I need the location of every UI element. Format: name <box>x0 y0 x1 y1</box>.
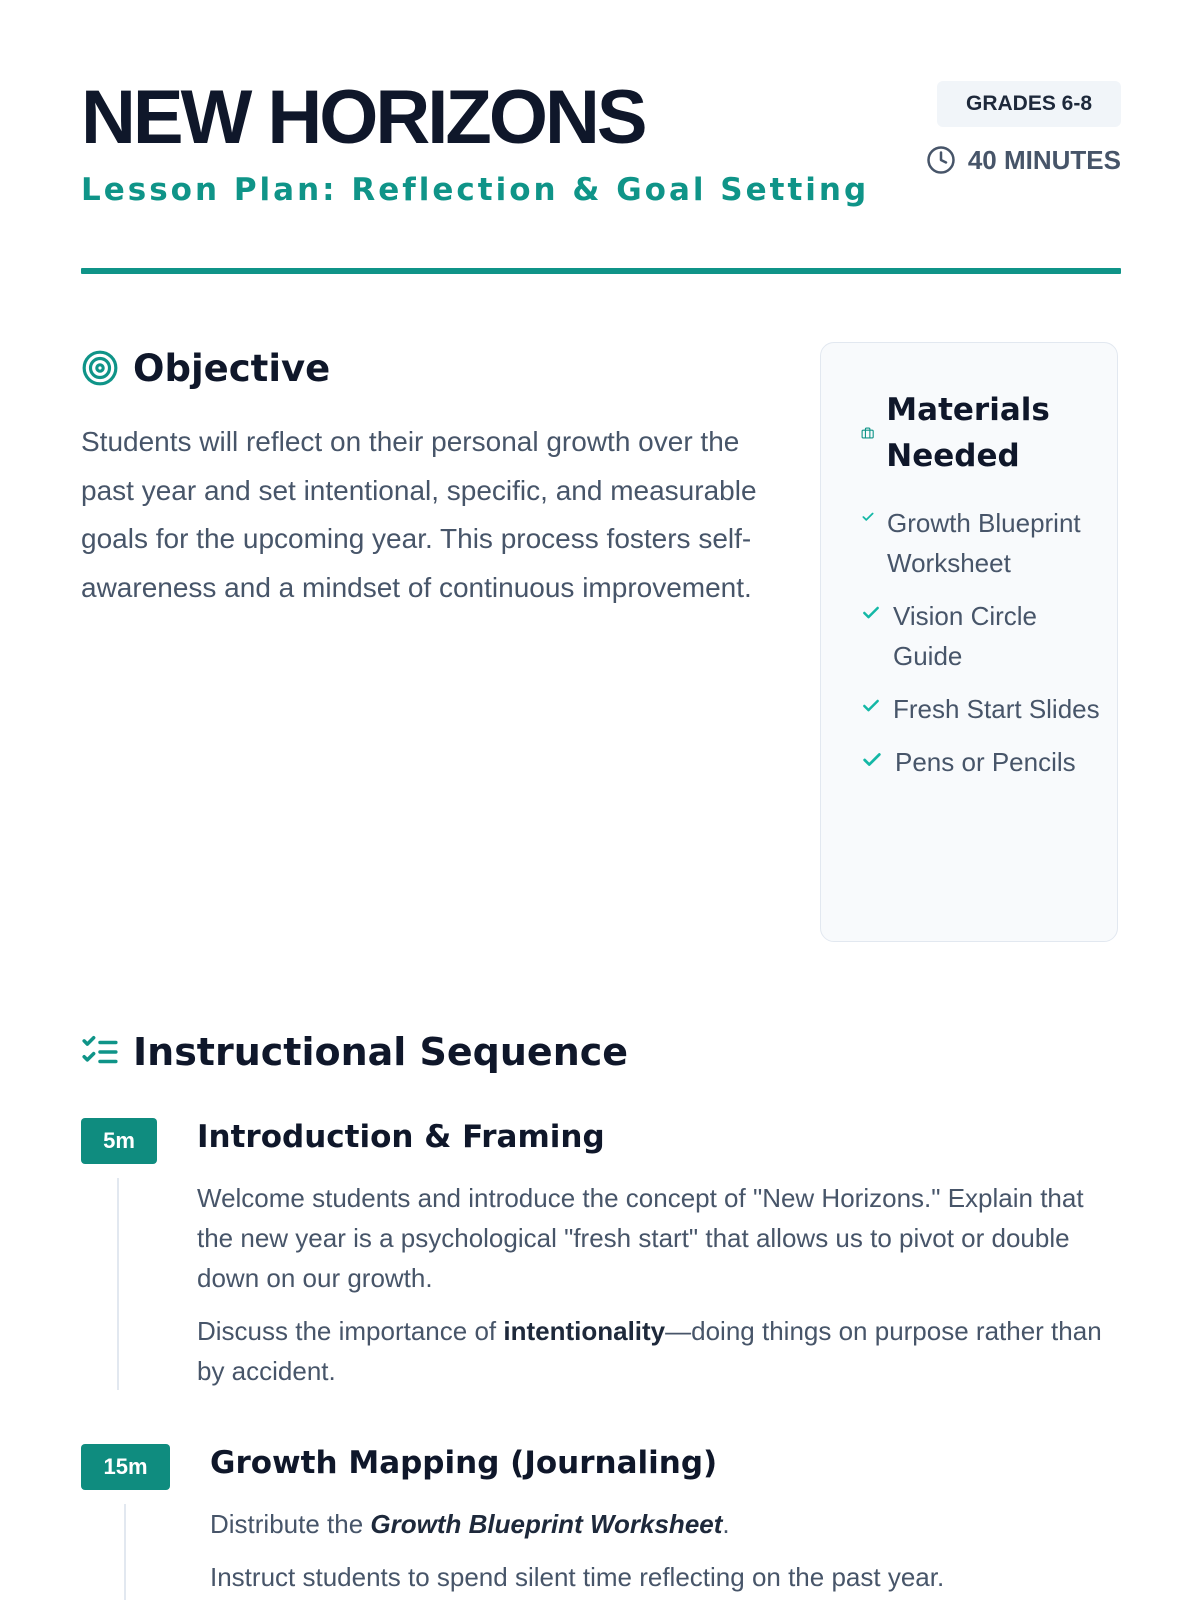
page-title: NEW HORIZONS <box>81 75 645 160</box>
material-label: Pens or Pencils <box>895 747 1076 777</box>
materials-card <box>820 342 1118 942</box>
duration-indicator <box>926 142 1121 178</box>
list-item <box>861 742 1101 782</box>
step-paragraph: Welcome students and introduce the concept of "New Horizons." Explain that the new year is a psychological "fresh start" that allows us to pivot or double down on our growth. <box>197 1183 1084 1293</box>
check-icon <box>861 603 881 623</box>
material-label: Vision Circle Guide <box>893 601 1038 671</box>
step-paragraph: Instruct students to spend silent time reflecting on the past year. <box>210 1562 945 1592</box>
material-label: Growth Blueprint Worksheet <box>887 508 1081 578</box>
step-text: . <box>722 1509 730 1539</box>
step-title: Introduction & Framing <box>197 1119 605 1155</box>
page-subtitle: Lesson Plan: Reflection & Goal Setting <box>81 172 870 208</box>
materials-list <box>861 503 1101 795</box>
sequence-heading <box>81 1024 628 1080</box>
check-icon <box>861 749 883 771</box>
document-name: Growth Blueprint Worksheet <box>370 1509 723 1539</box>
step-paragraph <box>197 1311 1125 1391</box>
page-header <box>81 72 1121 276</box>
objective-heading-label: Objective <box>133 346 331 390</box>
check-icon <box>861 510 875 524</box>
step-duration-badge: 15m <box>81 1444 170 1490</box>
list-item <box>861 503 1101 583</box>
step-text: —doing things on purpose rather than by accident. <box>197 1316 1102 1386</box>
briefcase-icon <box>861 423 874 443</box>
objective-heading <box>81 340 330 396</box>
step-text: Discuss the importance of <box>197 1316 504 1346</box>
step-paragraph <box>210 1504 1125 1544</box>
step-emphasis: intentionality <box>503 1316 666 1346</box>
header-divider <box>81 268 1121 274</box>
objective-text: Students will reflect on their personal growth over the past year and set intentional, specific, and measurable goals for the upcoming year. This process fosters self-awareness and a mindset of continuous improvement. <box>81 426 757 603</box>
clock-icon <box>926 145 956 175</box>
checklist-icon <box>81 1033 119 1071</box>
materials-heading-label: Materials Needed <box>886 392 1050 474</box>
duration-label: 40 MINUTES <box>967 144 1121 175</box>
step-duration-badge: 5m <box>81 1118 157 1164</box>
sequence-heading-label: Instructional Sequence <box>133 1030 629 1074</box>
materials-heading <box>861 387 1091 479</box>
grade-badge: GRADES 6-8 <box>937 81 1121 127</box>
step-text: Distribute the <box>210 1509 371 1539</box>
target-icon <box>81 349 119 387</box>
step-timeline-line <box>124 1504 126 1600</box>
list-item <box>861 689 1101 729</box>
check-icon <box>861 696 881 716</box>
step-timeline-line <box>117 1178 119 1390</box>
material-label: Fresh Start Slides <box>893 694 1100 724</box>
list-item <box>861 596 1101 676</box>
step-title: Growth Mapping (Journaling) <box>210 1445 718 1481</box>
